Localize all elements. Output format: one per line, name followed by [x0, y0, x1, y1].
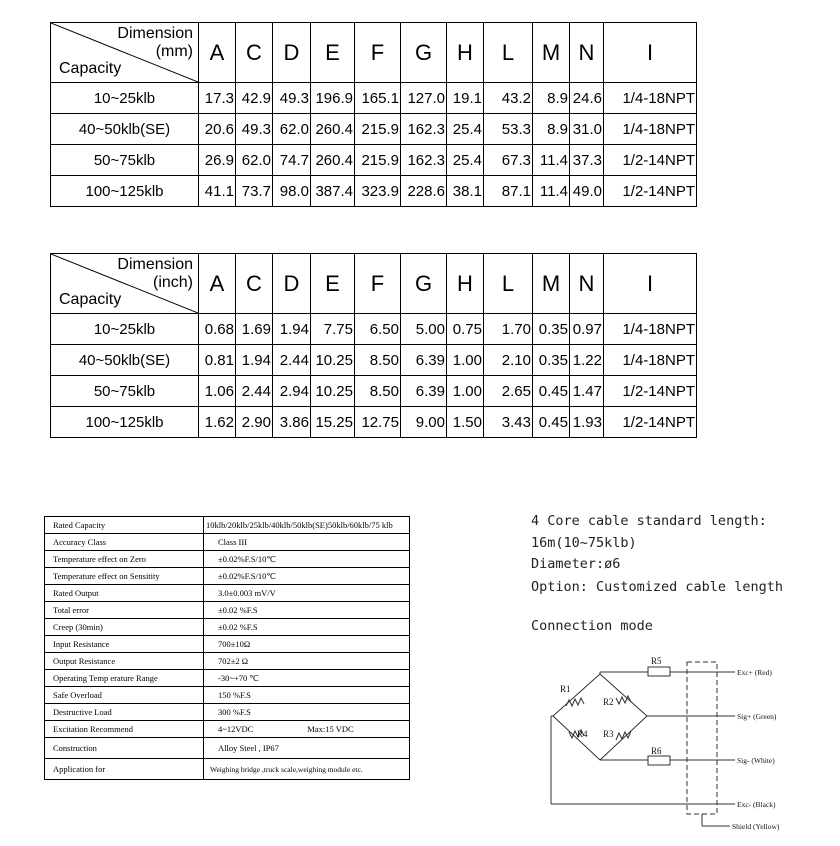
value-cell: 1.47	[570, 376, 604, 407]
spec-value: ±0.02 %F.S	[204, 602, 410, 619]
value-cell: 0.45	[533, 407, 570, 438]
corner-header-cell	[51, 254, 199, 314]
value-cell: 162.3	[401, 114, 447, 145]
value-cell: 0.75	[447, 314, 484, 345]
table-row	[51, 114, 697, 145]
corner-header-cell	[51, 23, 199, 83]
value-cell: 49.0	[570, 176, 604, 207]
value-cell: 1/4-18NPT	[604, 345, 697, 376]
excitation-max: Max:15 VDC	[307, 724, 354, 734]
value-cell: 1.93	[570, 407, 604, 438]
value-cell: 0.97	[570, 314, 604, 345]
spec-row	[45, 670, 410, 687]
value-cell: 8.50	[355, 345, 401, 376]
spec-value: -30~+70 ℃	[204, 670, 410, 687]
value-cell: 127.0	[401, 83, 447, 114]
value-cell: 1.06	[199, 376, 236, 407]
spec-label: Construction	[45, 738, 204, 759]
column-header: I	[604, 23, 697, 83]
spec-value: Alloy Steel , IP67	[204, 738, 410, 759]
column-header: D	[273, 23, 311, 83]
table-row	[51, 145, 697, 176]
excitation-value: 4~12VDC	[218, 724, 254, 734]
column-header: H	[447, 23, 484, 83]
capacity-cell: 40~50klb(SE)	[51, 345, 199, 376]
value-cell: 2.65	[484, 376, 533, 407]
column-header: I	[604, 254, 697, 314]
value-cell: 5.00	[401, 314, 447, 345]
value-cell: 67.3	[484, 145, 533, 176]
r4-label: R4	[577, 729, 588, 739]
value-cell: 2.90	[236, 407, 273, 438]
value-cell: 1.70	[484, 314, 533, 345]
spec-row	[45, 653, 410, 670]
value-cell: 11.4	[533, 145, 570, 176]
value-cell: 25.4	[447, 114, 484, 145]
capacity-cell: 10~25klb	[51, 83, 199, 114]
cable-range-note: 16m(10~75klb)	[531, 535, 637, 551]
capacity-cell: 10~25klb	[51, 314, 199, 345]
value-cell: 25.4	[447, 145, 484, 176]
value-cell: 1/2-14NPT	[604, 176, 697, 207]
table-row	[51, 83, 697, 114]
spec-value: 3.0±0.003 mV/V	[204, 585, 410, 602]
value-cell: 1.62	[199, 407, 236, 438]
spec-row	[45, 704, 410, 721]
cable-diameter-note: Diameter:ø6	[531, 556, 621, 572]
spec-value: 702±2 Ω	[204, 653, 410, 670]
spec-label: Destructive Load	[45, 704, 204, 721]
spec-label: Input Resistance	[45, 636, 204, 653]
column-header: M	[533, 23, 570, 83]
spec-label: Operating Temp erature Range	[45, 670, 204, 687]
value-cell: 24.6	[570, 83, 604, 114]
r5-resistor	[648, 667, 670, 676]
value-cell: 1/2-14NPT	[604, 376, 697, 407]
value-cell: 260.4	[311, 114, 355, 145]
value-cell: 2.10	[484, 345, 533, 376]
column-header: F	[355, 254, 401, 314]
value-cell: 165.1	[355, 83, 401, 114]
column-header: A	[199, 23, 236, 83]
column-header: C	[236, 23, 273, 83]
value-cell: 1.50	[447, 407, 484, 438]
value-cell: 62.0	[236, 145, 273, 176]
r6-resistor	[648, 756, 670, 765]
value-cell: 196.9	[311, 83, 355, 114]
value-cell: 2.44	[273, 345, 311, 376]
value-cell: 260.4	[311, 145, 355, 176]
value-cell: 19.1	[447, 83, 484, 114]
dimension-table-inch	[50, 253, 697, 438]
value-cell: 15.25	[311, 407, 355, 438]
value-cell: 1/2-14NPT	[604, 407, 697, 438]
spec-row	[45, 602, 410, 619]
value-cell: 9.00	[401, 407, 447, 438]
spec-value: ±0.02 %F.S	[204, 619, 410, 636]
value-cell: 1.00	[447, 376, 484, 407]
value-cell: 74.7	[273, 145, 311, 176]
value-cell: 11.4	[533, 176, 570, 207]
exc-plus-label: Exc+ (Red)	[737, 668, 772, 677]
spec-row	[45, 551, 410, 568]
spec-row	[45, 759, 410, 780]
value-cell: 215.9	[355, 145, 401, 176]
bridge-wire	[600, 674, 647, 716]
spec-label: Total error	[45, 602, 204, 619]
spec-label: Accuracy Class	[45, 534, 204, 551]
spec-label: Temperature effect on Sensitity	[45, 568, 204, 585]
spec-row	[45, 534, 410, 551]
spec-label: Output Resistance	[45, 653, 204, 670]
value-cell: 0.45	[533, 376, 570, 407]
spec-label: Excitation Recommend	[45, 721, 204, 738]
value-cell: 87.1	[484, 176, 533, 207]
cable-length-note: 4 Core cable standard length:	[531, 513, 767, 529]
spec-value: 300 %F.S	[204, 704, 410, 721]
table-row	[51, 314, 697, 345]
r1-label: R1	[560, 684, 571, 694]
column-header: D	[273, 254, 311, 314]
value-cell: 1.00	[447, 345, 484, 376]
corner-capacity-label: Capacity	[59, 291, 122, 308]
spec-value	[204, 721, 410, 738]
connection-mode-title: Connection mode	[531, 618, 653, 634]
spec-value: ±0.02%F.S/10℃	[204, 568, 410, 585]
r2-label: R2	[603, 697, 614, 707]
value-cell: 53.3	[484, 114, 533, 145]
value-cell: 2.44	[236, 376, 273, 407]
spec-label: Application for	[45, 759, 204, 780]
capacity-cell: 50~75klb	[51, 145, 199, 176]
value-cell: 8.9	[533, 114, 570, 145]
table-row	[51, 376, 697, 407]
spec-value: 700±10Ω	[204, 636, 410, 653]
spec-row	[45, 619, 410, 636]
spec-row	[45, 636, 410, 653]
column-header: G	[401, 23, 447, 83]
column-header: E	[311, 23, 355, 83]
corner-top-line2: (mm)	[155, 43, 193, 60]
spec-value: Weighing bridge ,truck scale,weighing module etc.	[204, 759, 410, 780]
value-cell: 3.43	[484, 407, 533, 438]
value-cell: 49.3	[273, 83, 311, 114]
spec-row	[45, 568, 410, 585]
spec-label: Creep (30min)	[45, 619, 204, 636]
r5-label: R5	[651, 656, 662, 666]
value-cell: 43.2	[484, 83, 533, 114]
value-cell: 8.9	[533, 83, 570, 114]
value-cell: 7.75	[311, 314, 355, 345]
spec-value: 10klb/20klb/25klb/40klb/50klb(SE)50klb/60klb/75 klb	[204, 517, 410, 534]
value-cell: 42.9	[236, 83, 273, 114]
cable-shield-box	[687, 662, 717, 814]
sig-minus-label: Sig- (White)	[737, 756, 775, 765]
spec-value: ±0.02%F.S/10℃	[204, 551, 410, 568]
column-header: E	[311, 254, 355, 314]
value-cell: 1/4-18NPT	[604, 314, 697, 345]
value-cell: 228.6	[401, 176, 447, 207]
table-header-row	[51, 23, 697, 83]
spec-label: Rated Output	[45, 585, 204, 602]
spec-value: Class III	[204, 534, 410, 551]
column-header: C	[236, 254, 273, 314]
value-cell: 41.1	[199, 176, 236, 207]
table-row	[51, 176, 697, 207]
capacity-cell: 100~125klb	[51, 176, 199, 207]
spec-row	[45, 687, 410, 704]
value-cell: 0.81	[199, 345, 236, 376]
value-cell: 6.50	[355, 314, 401, 345]
value-cell: 162.3	[401, 145, 447, 176]
table-row	[51, 345, 697, 376]
value-cell: 12.75	[355, 407, 401, 438]
value-cell: 3.86	[273, 407, 311, 438]
corner-capacity-label: Capacity	[59, 60, 122, 77]
value-cell: 1.94	[273, 314, 311, 345]
spec-row	[45, 585, 410, 602]
spec-label: Safe Overload	[45, 687, 204, 704]
value-cell: 0.35	[533, 345, 570, 376]
sig-plus-label: Sig+ (Green)	[737, 712, 777, 721]
value-cell: 1.94	[236, 345, 273, 376]
value-cell: 1/2-14NPT	[604, 145, 697, 176]
value-cell: 10.25	[311, 376, 355, 407]
corner-top-line1: Dimension	[117, 256, 193, 273]
value-cell: 1.22	[570, 345, 604, 376]
value-cell: 323.9	[355, 176, 401, 207]
value-cell: 0.68	[199, 314, 236, 345]
column-header: N	[570, 254, 604, 314]
spec-label: Temperature effect on Zero	[45, 551, 204, 568]
spec-row	[45, 517, 410, 534]
value-cell: 8.50	[355, 376, 401, 407]
value-cell: 1/4-18NPT	[604, 83, 697, 114]
value-cell: 6.39	[401, 345, 447, 376]
value-cell: 73.7	[236, 176, 273, 207]
r3-label: R3	[603, 729, 614, 739]
value-cell: 0.35	[533, 314, 570, 345]
spec-label: Rated Capacity	[45, 517, 204, 534]
value-cell: 215.9	[355, 114, 401, 145]
value-cell: 20.6	[199, 114, 236, 145]
spec-row	[45, 738, 410, 759]
column-header: M	[533, 254, 570, 314]
column-header: L	[484, 23, 533, 83]
value-cell: 49.3	[236, 114, 273, 145]
value-cell: 2.94	[273, 376, 311, 407]
value-cell: 17.3	[199, 83, 236, 114]
bridge-wire	[553, 674, 600, 716]
value-cell: 6.39	[401, 376, 447, 407]
exc-minus-label: Exc- (Black)	[737, 800, 776, 809]
column-header: H	[447, 254, 484, 314]
table-row	[51, 407, 697, 438]
wheatstone-bridge-diagram	[540, 650, 810, 840]
dimension-table-mm	[50, 22, 697, 207]
value-cell: 31.0	[570, 114, 604, 145]
value-cell: 62.0	[273, 114, 311, 145]
value-cell: 387.4	[311, 176, 355, 207]
value-cell: 38.1	[447, 176, 484, 207]
specification-table	[44, 516, 410, 780]
column-header: A	[199, 254, 236, 314]
table-header-row	[51, 254, 697, 314]
spec-value: 150 %F.S	[204, 687, 410, 704]
value-cell: 10.25	[311, 345, 355, 376]
column-header: N	[570, 23, 604, 83]
column-header: G	[401, 254, 447, 314]
value-cell: 1.69	[236, 314, 273, 345]
value-cell: 37.3	[570, 145, 604, 176]
value-cell: 1/4-18NPT	[604, 114, 697, 145]
capacity-cell: 40~50klb(SE)	[51, 114, 199, 145]
corner-dimension-label	[117, 256, 193, 292]
r6-label: R6	[651, 746, 662, 756]
value-cell: 26.9	[199, 145, 236, 176]
corner-top-line2: (inch)	[152, 274, 193, 291]
spec-row	[45, 721, 410, 738]
corner-top-line1: Dimension	[117, 25, 193, 42]
corner-dimension-label	[117, 25, 193, 61]
cable-option-note: Option: Customized cable length	[531, 579, 783, 595]
capacity-cell: 100~125klb	[51, 407, 199, 438]
shield-label: Shield (Yellow)	[732, 822, 780, 831]
column-header: L	[484, 254, 533, 314]
capacity-cell: 50~75klb	[51, 376, 199, 407]
column-header: F	[355, 23, 401, 83]
value-cell: 98.0	[273, 176, 311, 207]
